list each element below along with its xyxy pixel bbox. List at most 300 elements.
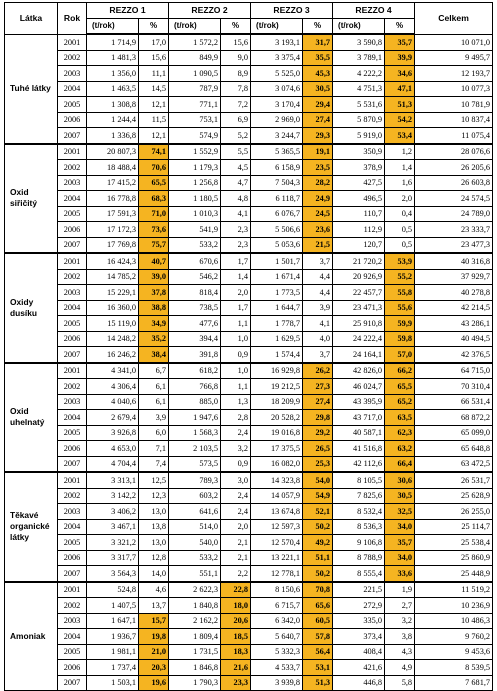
total-cell: 10 077,3	[415, 81, 493, 97]
percent-cell: 23,6	[303, 222, 333, 238]
percent-cell: 31,7	[303, 34, 333, 50]
percent-cell: 7,8	[221, 81, 251, 97]
header-year: Rok	[58, 3, 87, 35]
percent-cell: 3,2	[385, 613, 415, 629]
percent-cell: 4,7	[221, 175, 251, 191]
tonnes-cell: 1 773,5	[251, 285, 303, 301]
unit-header: (t/rok)	[87, 18, 139, 34]
percent-cell: 53,4	[385, 128, 415, 144]
percent-cell: 13,8	[139, 519, 169, 535]
year-cell: 2001	[58, 34, 87, 50]
total-cell: 40 494,5	[415, 331, 493, 347]
tonnes-cell: 8 555,4	[333, 566, 385, 582]
tonnes-cell: 3 317,7	[87, 550, 139, 566]
tonnes-cell: 2 679,4	[87, 410, 139, 426]
table-row	[5, 331, 493, 347]
tonnes-cell: 14 057,9	[251, 488, 303, 504]
tonnes-cell: 1 336,8	[87, 128, 139, 144]
year-cell: 2005	[58, 644, 87, 660]
percent-cell: 1,6	[385, 175, 415, 191]
percent-cell: 51,1	[303, 550, 333, 566]
total-cell: 8 539,5	[415, 660, 493, 676]
tonnes-cell: 2 622,3	[169, 582, 221, 598]
percent-cell: 34,0	[385, 550, 415, 566]
tonnes-cell: 1 647,1	[87, 613, 139, 629]
table-row	[5, 504, 493, 520]
table-row	[5, 582, 493, 598]
percent-cell: 50,2	[303, 519, 333, 535]
total-cell: 9 495,7	[415, 50, 493, 66]
percent-cell: 15,6	[139, 50, 169, 66]
total-cell: 12 193,7	[415, 66, 493, 82]
tonnes-cell: 25 910,8	[333, 316, 385, 332]
percent-cell: 27,4	[303, 112, 333, 128]
table-row	[5, 347, 493, 363]
table-row	[5, 34, 493, 50]
percent-cell: 12,8	[139, 550, 169, 566]
tonnes-cell: 573,5	[169, 456, 221, 472]
percent-cell: 5,5	[221, 144, 251, 160]
pct-header: %	[385, 18, 415, 34]
tonnes-cell: 6 342,0	[251, 613, 303, 629]
tonnes-cell: 4 341,0	[87, 363, 139, 379]
percent-cell: 6,1	[139, 379, 169, 395]
tonnes-cell: 15 229,1	[87, 285, 139, 301]
percent-cell: 50,2	[303, 566, 333, 582]
year-cell: 2001	[58, 363, 87, 379]
year-cell: 2005	[58, 425, 87, 441]
total-cell: 25 628,9	[415, 488, 493, 504]
percent-cell: 55,6	[385, 300, 415, 316]
percent-cell: 1,4	[221, 269, 251, 285]
tonnes-cell: 1 256,8	[169, 175, 221, 191]
year-cell: 2001	[58, 253, 87, 269]
tonnes-cell: 335,0	[333, 613, 385, 629]
year-cell: 2002	[58, 488, 87, 504]
tonnes-cell: 3 590,8	[333, 34, 385, 50]
substance-name: Tuhé látky	[5, 34, 58, 144]
percent-cell: 62,3	[385, 425, 415, 441]
percent-cell: 1,4	[385, 160, 415, 176]
tonnes-cell: 23 471,3	[333, 300, 385, 316]
table-row	[5, 285, 493, 301]
percent-cell: 65,5	[385, 379, 415, 395]
percent-cell: 0,5	[385, 237, 415, 253]
table-row	[5, 253, 493, 269]
header-substance: Látka	[5, 3, 58, 35]
tonnes-cell: 3 564,3	[87, 566, 139, 582]
percent-cell: 7,4	[139, 456, 169, 472]
year-cell: 2007	[58, 566, 87, 582]
tonnes-cell: 524,8	[87, 582, 139, 598]
percent-cell: 34,6	[385, 66, 415, 82]
total-cell: 10 486,3	[415, 613, 493, 629]
tonnes-cell: 6 118,7	[251, 191, 303, 207]
table-row	[5, 50, 493, 66]
total-cell: 9 760,2	[415, 629, 493, 645]
tonnes-cell: 5 640,7	[251, 629, 303, 645]
percent-cell: 38,4	[139, 347, 169, 363]
percent-cell: 2,3	[221, 237, 251, 253]
percent-cell: 45,3	[303, 66, 333, 82]
year-cell: 2005	[58, 206, 87, 222]
tonnes-cell: 2 969,0	[251, 112, 303, 128]
tonnes-cell: 753,1	[169, 112, 221, 128]
tonnes-cell: 16 424,3	[87, 253, 139, 269]
tonnes-cell: 21 720,2	[333, 253, 385, 269]
percent-cell: 18,5	[221, 629, 251, 645]
percent-cell: 70,6	[139, 160, 169, 176]
percent-cell: 6,9	[221, 112, 251, 128]
tonnes-cell: 17 415,2	[87, 175, 139, 191]
percent-cell: 22,8	[221, 582, 251, 598]
percent-cell: 3,2	[221, 441, 251, 457]
percent-cell: 32,5	[385, 504, 415, 520]
table-row	[5, 81, 493, 97]
pct-header: %	[139, 18, 169, 34]
total-cell: 26 205,6	[415, 160, 493, 176]
table-row	[5, 613, 493, 629]
tonnes-cell: 1 714,9	[87, 34, 139, 50]
tonnes-cell: 1 481,3	[87, 50, 139, 66]
percent-cell: 30,5	[385, 488, 415, 504]
tonnes-cell: 12 778,1	[251, 566, 303, 582]
year-cell: 2002	[58, 379, 87, 395]
percent-cell: 4,4	[303, 269, 333, 285]
percent-cell: 1,1	[221, 316, 251, 332]
percent-cell: 11,5	[139, 112, 169, 128]
year-cell: 2002	[58, 269, 87, 285]
tonnes-cell: 13 221,1	[251, 550, 303, 566]
table-row	[5, 160, 493, 176]
percent-cell: 12,1	[139, 128, 169, 144]
tonnes-cell: 1 737,4	[87, 660, 139, 676]
total-cell: 66 531,4	[415, 394, 493, 410]
tonnes-cell: 5 531,6	[333, 97, 385, 113]
table-row	[5, 644, 493, 660]
tonnes-cell: 1 574,4	[251, 347, 303, 363]
percent-cell: 7,1	[139, 441, 169, 457]
tonnes-cell: 446,8	[333, 675, 385, 691]
table-row	[5, 66, 493, 82]
total-cell: 63 472,5	[415, 456, 493, 472]
tonnes-cell: 421,6	[333, 660, 385, 676]
percent-cell: 26,5	[303, 441, 333, 457]
tonnes-cell: 20 528,2	[251, 410, 303, 426]
total-cell: 10 236,9	[415, 598, 493, 614]
percent-cell: 60,5	[303, 613, 333, 629]
tonnes-cell: 13 674,8	[251, 504, 303, 520]
tonnes-cell: 4 751,3	[333, 81, 385, 97]
percent-cell: 34,9	[139, 316, 169, 332]
tonnes-cell: 41 516,8	[333, 441, 385, 457]
percent-cell: 1,0	[221, 363, 251, 379]
table-body	[5, 34, 493, 691]
percent-cell: 12,1	[139, 97, 169, 113]
table-row	[5, 206, 493, 222]
percent-cell: 59,8	[385, 331, 415, 347]
tonnes-cell: 1 790,3	[169, 675, 221, 691]
tonnes-cell: 2 162,2	[169, 613, 221, 629]
percent-cell: 30,6	[385, 472, 415, 488]
tonnes-cell: 3 467,1	[87, 519, 139, 535]
percent-cell: 12,3	[139, 488, 169, 504]
percent-cell: 54,0	[303, 472, 333, 488]
total-cell: 26 531,7	[415, 472, 493, 488]
percent-cell: 4,6	[139, 582, 169, 598]
percent-cell: 4,0	[303, 331, 333, 347]
table-row	[5, 488, 493, 504]
tonnes-cell: 14 323,8	[251, 472, 303, 488]
total-cell: 70 310,4	[415, 379, 493, 395]
tonnes-cell: 8 105,5	[333, 472, 385, 488]
percent-cell: 8,9	[221, 66, 251, 82]
table-row	[5, 175, 493, 191]
table-row	[5, 128, 493, 144]
percent-cell: 20,3	[139, 660, 169, 676]
tonnes-cell: 5 053,6	[251, 237, 303, 253]
table-row	[5, 456, 493, 472]
tonnes-cell: 22 457,7	[333, 285, 385, 301]
header-rezzo2: REZZO 2	[169, 3, 251, 19]
percent-cell: 14,0	[139, 566, 169, 582]
table-row	[5, 269, 493, 285]
percent-cell: 11,1	[139, 66, 169, 82]
total-cell: 23 333,7	[415, 222, 493, 238]
tonnes-cell: 4 704,4	[87, 456, 139, 472]
total-cell: 40 316,8	[415, 253, 493, 269]
tonnes-cell: 16 929,8	[251, 363, 303, 379]
percent-cell: 1,7	[221, 300, 251, 316]
total-cell: 10 837,4	[415, 112, 493, 128]
percent-cell: 65,6	[303, 598, 333, 614]
unit-header: (t/rok)	[333, 18, 385, 34]
total-cell: 11 075,4	[415, 128, 493, 144]
tonnes-cell: 1 981,1	[87, 644, 139, 660]
total-cell: 40 278,8	[415, 285, 493, 301]
year-cell: 2003	[58, 175, 87, 191]
percent-cell: 0,9	[221, 456, 251, 472]
tonnes-cell: 350,9	[333, 144, 385, 160]
tonnes-cell: 16 246,2	[87, 347, 139, 363]
tonnes-cell: 533,2	[169, 550, 221, 566]
pct-header: %	[303, 18, 333, 34]
tonnes-cell: 16 082,0	[251, 456, 303, 472]
tonnes-cell: 477,6	[169, 316, 221, 332]
tonnes-cell: 3 375,4	[251, 50, 303, 66]
year-cell: 2002	[58, 50, 87, 66]
tonnes-cell: 19 016,8	[251, 425, 303, 441]
percent-cell: 20,6	[221, 613, 251, 629]
tonnes-cell: 3 926,8	[87, 425, 139, 441]
emissions-table	[4, 2, 493, 691]
tonnes-cell: 574,9	[169, 128, 221, 144]
tonnes-cell: 541,9	[169, 222, 221, 238]
tonnes-cell: 1 501,7	[251, 253, 303, 269]
percent-cell: 0,4	[385, 206, 415, 222]
percent-cell: 34,0	[385, 519, 415, 535]
tonnes-cell: 18 488,4	[87, 160, 139, 176]
pct-header: %	[221, 18, 251, 34]
tonnes-cell: 17 769,8	[87, 237, 139, 253]
table-row	[5, 629, 493, 645]
table-row	[5, 394, 493, 410]
total-cell: 9 453,6	[415, 644, 493, 660]
percent-cell: 25,3	[303, 456, 333, 472]
percent-cell: 2,3	[221, 222, 251, 238]
percent-cell: 51,3	[385, 97, 415, 113]
percent-cell: 4,1	[221, 206, 251, 222]
tonnes-cell: 1 552,9	[169, 144, 221, 160]
total-cell: 42 376,5	[415, 347, 493, 363]
tonnes-cell: 1 936,7	[87, 629, 139, 645]
year-cell: 2006	[58, 222, 87, 238]
tonnes-cell: 221,5	[333, 582, 385, 598]
year-cell: 2005	[58, 316, 87, 332]
table-row	[5, 379, 493, 395]
year-cell: 2007	[58, 237, 87, 253]
percent-cell: 19,1	[303, 144, 333, 160]
tonnes-cell: 3 321,2	[87, 535, 139, 551]
table-row	[5, 425, 493, 441]
percent-cell: 63,2	[385, 441, 415, 457]
tonnes-cell: 18 209,9	[251, 394, 303, 410]
percent-cell: 3,8	[385, 629, 415, 645]
tonnes-cell: 738,5	[169, 300, 221, 316]
tonnes-cell: 373,4	[333, 629, 385, 645]
tonnes-cell: 43 717,0	[333, 410, 385, 426]
year-cell: 2002	[58, 598, 87, 614]
tonnes-cell: 120,7	[333, 237, 385, 253]
tonnes-cell: 551,1	[169, 566, 221, 582]
tonnes-cell: 391,8	[169, 347, 221, 363]
tonnes-cell: 5 332,3	[251, 644, 303, 660]
tonnes-cell: 1 629,5	[251, 331, 303, 347]
percent-cell: 74,1	[139, 144, 169, 160]
tonnes-cell: 766,8	[169, 379, 221, 395]
year-cell: 2007	[58, 675, 87, 691]
percent-cell: 63,5	[385, 410, 415, 426]
tonnes-cell: 17 375,5	[251, 441, 303, 457]
percent-cell: 4,4	[303, 285, 333, 301]
percent-cell: 2,8	[221, 410, 251, 426]
tonnes-cell: 1 308,8	[87, 97, 139, 113]
tonnes-cell: 17 172,3	[87, 222, 139, 238]
total-cell: 25 448,9	[415, 566, 493, 582]
percent-cell: 23,5	[303, 160, 333, 176]
tonnes-cell: 272,9	[333, 598, 385, 614]
tonnes-cell: 787,9	[169, 81, 221, 97]
tonnes-cell: 14 785,2	[87, 269, 139, 285]
tonnes-cell: 5 525,0	[251, 66, 303, 82]
percent-cell: 6,7	[139, 363, 169, 379]
percent-cell: 1,2	[385, 144, 415, 160]
tonnes-cell: 5 506,6	[251, 222, 303, 238]
tonnes-cell: 1 010,3	[169, 206, 221, 222]
table-row	[5, 191, 493, 207]
percent-cell: 59,9	[385, 316, 415, 332]
header-rezzo1: REZZO 1	[87, 3, 169, 19]
percent-cell: 1,0	[221, 331, 251, 347]
tonnes-cell: 112,9	[333, 222, 385, 238]
percent-cell: 35,5	[303, 50, 333, 66]
tonnes-cell: 1 778,7	[251, 316, 303, 332]
percent-cell: 18,0	[221, 598, 251, 614]
tonnes-cell: 1 846,8	[169, 660, 221, 676]
percent-cell: 39,9	[385, 50, 415, 66]
tonnes-cell: 514,0	[169, 519, 221, 535]
percent-cell: 21,5	[303, 237, 333, 253]
tonnes-cell: 394,4	[169, 331, 221, 347]
year-cell: 2002	[58, 160, 87, 176]
tonnes-cell: 4 040,6	[87, 394, 139, 410]
percent-cell: 70,8	[303, 582, 333, 598]
total-cell: 26 603,8	[415, 175, 493, 191]
tonnes-cell: 7 825,6	[333, 488, 385, 504]
header-total: Celkem	[415, 3, 493, 35]
table-row	[5, 97, 493, 113]
tonnes-cell: 20 926,9	[333, 269, 385, 285]
year-cell: 2001	[58, 582, 87, 598]
tonnes-cell: 4 533,7	[251, 660, 303, 676]
year-cell: 2001	[58, 144, 87, 160]
year-cell: 2003	[58, 285, 87, 301]
tonnes-cell: 42 112,6	[333, 456, 385, 472]
percent-cell: 4,5	[221, 160, 251, 176]
table-row	[5, 300, 493, 316]
percent-cell: 66,2	[385, 363, 415, 379]
percent-cell: 37,8	[139, 285, 169, 301]
tonnes-cell: 1 407,5	[87, 598, 139, 614]
tonnes-cell: 20 807,3	[87, 144, 139, 160]
percent-cell: 21,6	[221, 660, 251, 676]
total-cell: 25 860,9	[415, 550, 493, 566]
tonnes-cell: 378,9	[333, 160, 385, 176]
tonnes-cell: 1 671,4	[251, 269, 303, 285]
unit-header: (t/rok)	[169, 18, 221, 34]
percent-cell: 13,0	[139, 504, 169, 520]
percent-cell: 6,1	[139, 394, 169, 410]
percent-cell: 24,5	[303, 206, 333, 222]
substance-name: Těkavé organické látky	[5, 472, 58, 582]
total-cell: 10 071,0	[415, 34, 493, 50]
tonnes-cell: 4 306,4	[87, 379, 139, 395]
tonnes-cell: 16 360,0	[87, 300, 139, 316]
percent-cell: 54,9	[303, 488, 333, 504]
percent-cell: 47,1	[385, 81, 415, 97]
percent-cell: 6,0	[139, 425, 169, 441]
percent-cell: 3,9	[139, 410, 169, 426]
percent-cell: 28,2	[303, 175, 333, 191]
year-cell: 2004	[58, 81, 87, 97]
percent-cell: 56,4	[303, 644, 333, 660]
percent-cell: 73,6	[139, 222, 169, 238]
table-row	[5, 222, 493, 238]
tonnes-cell: 540,0	[169, 535, 221, 551]
total-cell: 7 681,7	[415, 675, 493, 691]
tonnes-cell: 5 919,0	[333, 128, 385, 144]
table-row	[5, 441, 493, 457]
tonnes-cell: 9 106,8	[333, 535, 385, 551]
percent-cell: 23,3	[221, 675, 251, 691]
percent-cell: 2,7	[385, 598, 415, 614]
substance-name: Oxidy dusíku	[5, 253, 58, 363]
header-rezzo4: REZZO 4	[333, 3, 415, 19]
percent-cell: 53,1	[303, 660, 333, 676]
percent-cell: 1,3	[221, 394, 251, 410]
percent-cell: 14,5	[139, 81, 169, 97]
year-cell: 2004	[58, 300, 87, 316]
